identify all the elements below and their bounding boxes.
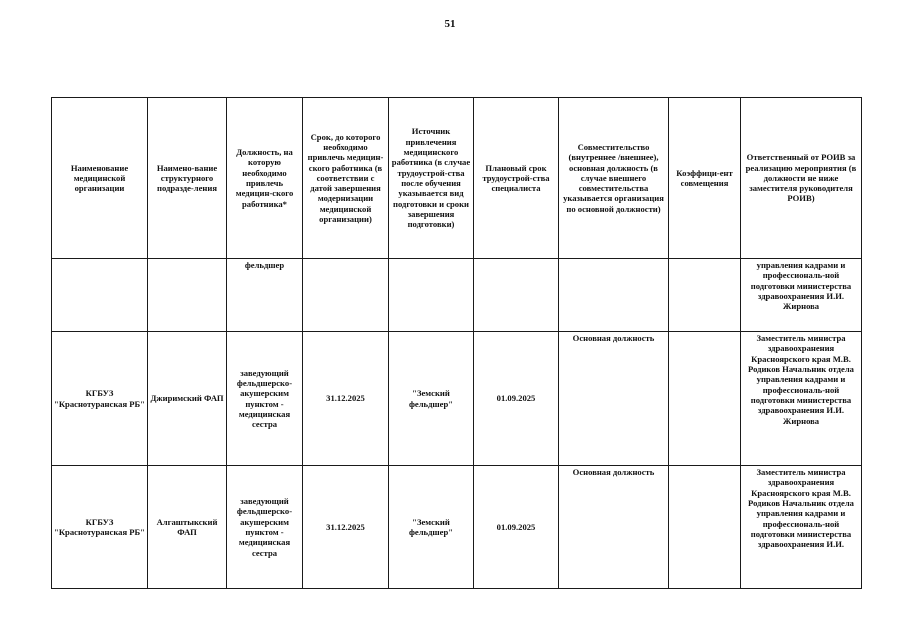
table-row (52, 332, 862, 466)
cell-deadline (303, 259, 389, 332)
cell-organization: КГБУЗ "Краснотуранская РБ" (52, 466, 148, 589)
cell-source: "Земский фельдшер" (389, 332, 474, 466)
cell-unit (148, 259, 227, 332)
cell-planned-date: 01.09.2025 (474, 332, 559, 466)
cell-responsible: Заместитель министра здравоохранения Красноярского края М.В. Родиков Начальник отдела управления кадрами и профессиональ-ной подготовки министерства здравоохранения И.И. Жирнова (741, 332, 862, 466)
cell-deadline: 31.12.2025 (303, 466, 389, 589)
cell-coefficient (669, 259, 741, 332)
header-organization: Наименование медицинской организации (52, 98, 148, 259)
table-row (52, 466, 862, 589)
cell-coefficient (669, 466, 741, 589)
cell-unit: Алгаштыкский ФАП (148, 466, 227, 589)
header-deadline: Срок, до которого необходимо привлечь медицин-ского работника (в соответствии с датой завершения модернизации медицинской организации) (303, 98, 389, 259)
cell-combination: Основная должность (559, 332, 669, 466)
cell-position: заведующий фельдшерско-акушерским пунктом - медицинская сестра (227, 466, 303, 589)
cell-responsible: управления кадрами и профессиональ-ной подготовки министерства здравоохранения И.И. Жирнова (741, 259, 862, 332)
cell-position: заведующий фельдшерско-акушерским пунктом - медицинская сестра (227, 332, 303, 466)
cell-organization: КГБУЗ "Краснотуранская РБ" (52, 332, 148, 466)
cell-unit: Джиримский ФАП (148, 332, 227, 466)
header-planned-date: Плановый срок трудоустрой-ства специалиста (474, 98, 559, 259)
cell-organization (52, 259, 148, 332)
header-source: Источник привлечения медицинского работника (в случае трудоустрой-ства после обучения указывается вид подготовки и сроки завершения подготовки) (389, 98, 474, 259)
header-position: Должность, на которую необходимо привлечь медицин-ского работника* (227, 98, 303, 259)
header-row (52, 98, 862, 259)
header-unit: Наимено-вание структурного подразде-ления (148, 98, 227, 259)
cell-responsible: Заместитель министра здравоохранения Красноярского края М.В. Родиков Начальник отдела управления кадрами и профессиональ-ной подготовки министерства здравоохранения И.И. (741, 466, 862, 589)
header-responsible: Ответственный от РОИВ за реализацию мероприятия (в должности не ниже заместителя руководителя РОИВ) (741, 98, 862, 259)
header-combination: Совместительство (внутреннее /внешнее), основная должность (в случае внешнего совместительства указывается организация по основной должности) (559, 98, 669, 259)
cell-position: фельдшер (227, 259, 303, 332)
page-number: 51 (444, 18, 456, 30)
cell-source: "Земский фельдшер" (389, 466, 474, 589)
staffing-table (51, 97, 862, 589)
cell-deadline: 31.12.2025 (303, 332, 389, 466)
cell-combination (559, 259, 669, 332)
table-row (52, 259, 862, 332)
header-coefficient: Коэффици-ент совмещения (669, 98, 741, 259)
cell-source (389, 259, 474, 332)
cell-coefficient (669, 332, 741, 466)
cell-combination: Основная должность (559, 466, 669, 589)
cell-planned-date (474, 259, 559, 332)
cell-planned-date: 01.09.2025 (474, 466, 559, 589)
